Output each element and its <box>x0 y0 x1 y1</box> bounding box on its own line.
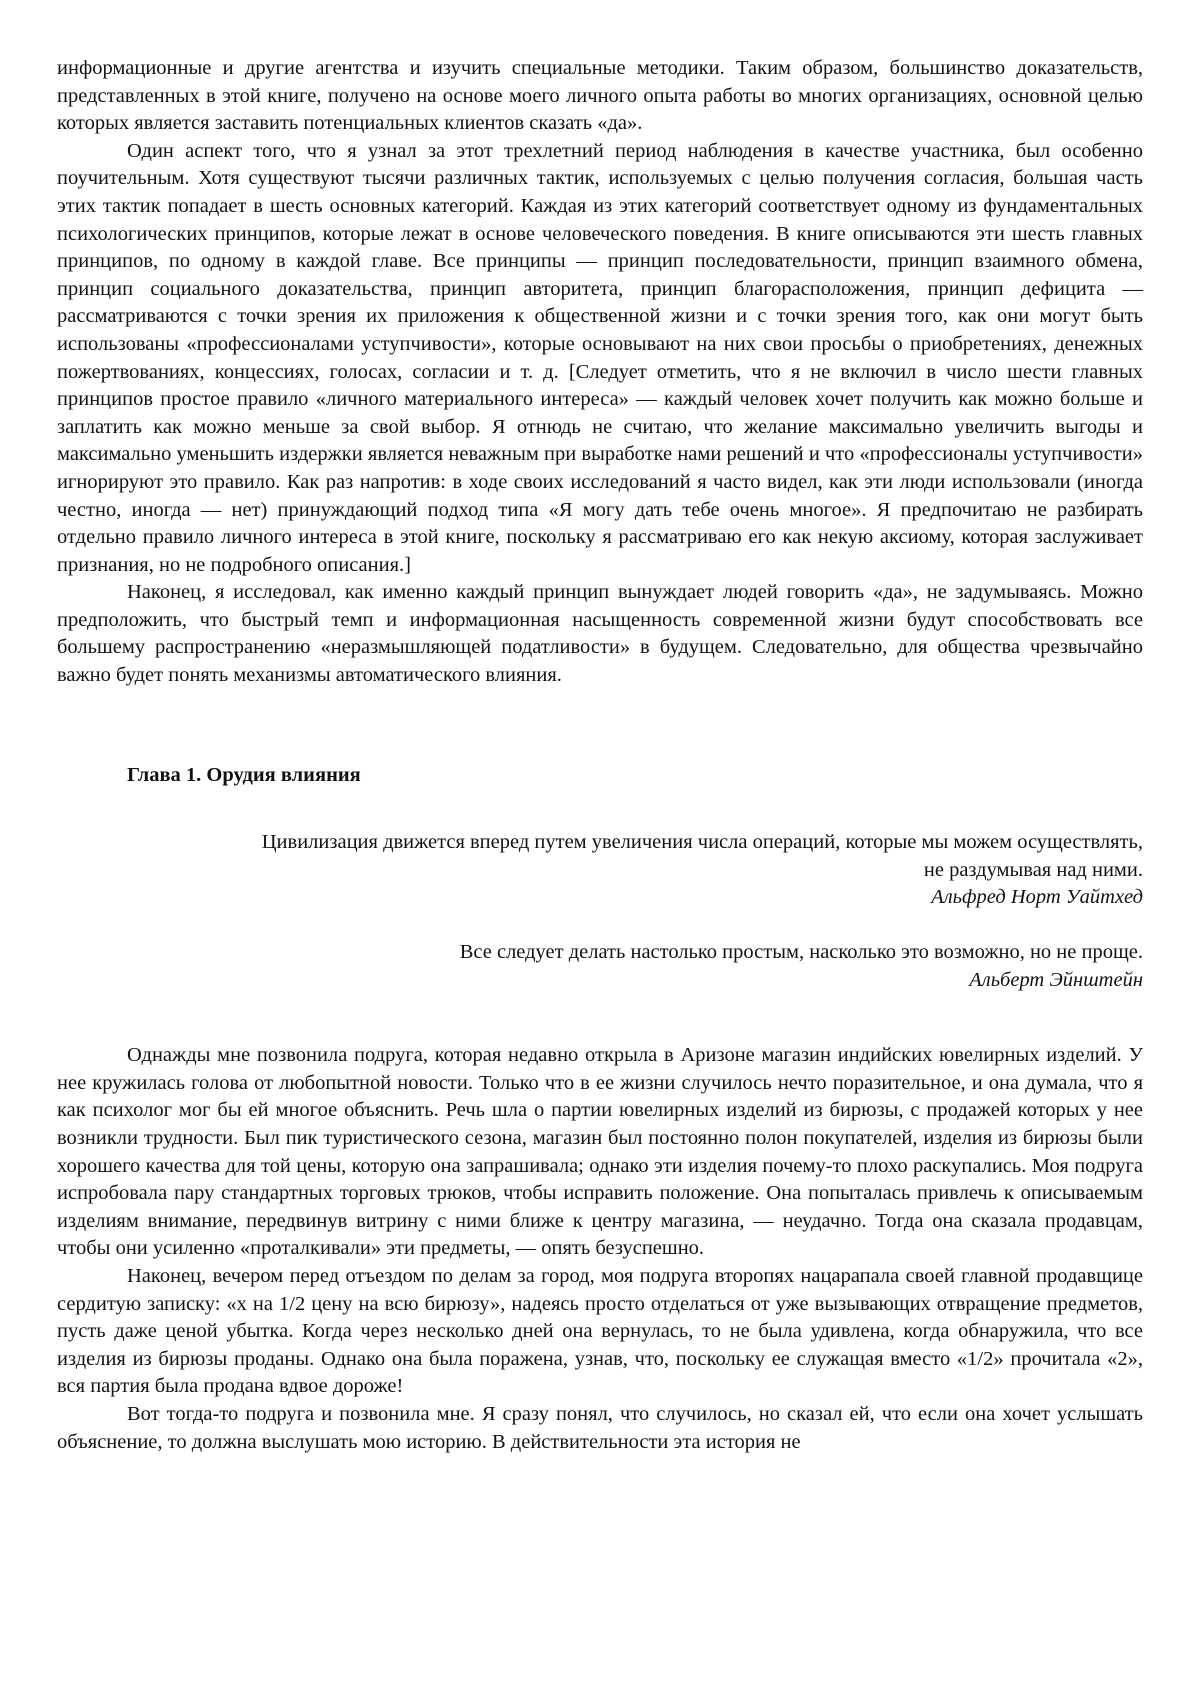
paragraph: информационные и другие агентства и изучить специальные методики. Таким образом, большинство доказательств, представленных в этой книге, получено на основе моего личного опыта работы во многих организациях, основной целью которых является заставить потенциальных клиентов сказать «да». <box>57 57 1143 135</box>
chapter-title: Глава 1. Орудия влияния <box>127 763 361 786</box>
paragraph: Наконец, я исследовал, как именно каждый принцип вынуждает людей говорить «да», не задумываясь. Можно предположить, что быстрый темп и информационная насыщенность современной жизни будут способствовать все большему распространению «неразмышляющей податливости» в будущем. Следовательно, для общества чрезвычайно важно будет понять механизмы автоматического влияния. <box>57 581 1143 687</box>
epigraph-text: Цивилизация движется вперед путем увеличения числа операций, которые мы можем осуществлять, не раздумывая над ними. <box>261 831 1143 881</box>
epigraph-text: Все следует делать настолько простым, насколько это возможно, но не проще. <box>459 941 1143 964</box>
epigraph <box>57 829 1143 912</box>
epigraph-author: Альфред Норт Уайтхед <box>931 886 1143 909</box>
paragraph: Один аспект того, что я узнал за этот трехлетний период наблюдения в качестве участника, был особенно поучительным. Хотя существуют тысячи различных тактик, используемых с целью получения согласия, большая часть этих тактик попадает в шесть основных категорий. Каждая из этих категорий соответствует одному из фундаментальных психологических принципов, которые лежат в основе человеческого поведения. В книге описываются эти шесть главных принципов, по одному в каждой главе. Все принципы — принцип последовательности, принцип взаимного обмена, принцип социального доказательства, принцип авторитета, принцип благорасположения, принцип дефицита — рассматриваются с точки зрения их приложения к общественной жизни и с точки зрения того, как они могут быть использованы «профессионалами уступчивости», которые основывают на них свои просьбы о приобретениях, денежных пожертвованиях, концессиях, голосах, согласии и т. д. [Следует отметить, что я не включил в число шести главных принципов простое правило «личного материального интереса» — каждый человек хочет получить как можно больше и заплатить как можно меньше за свой выбор. Я отнюдь не считаю, что желание максимально увеличить выгоды и максимально уменьшить издержки является неважным при выработке нами решений и что «профессионалы уступчивости» игнорируют это правило. Как раз напротив: в ходе своих исследований я часто видел, как эти люди использовали (иногда честно, иногда — нет) принуждающий подход типа «Я могу дать тебе очень многое». Я предпочитаю не разбирать отдельно правило личного интереса в этой книге, поскольку я рассматриваю его как некую аксиому, которая заслуживает признания, но не подробного описания.] <box>57 139 1143 576</box>
epigraph-author: Альберт Эйнштейн <box>969 968 1143 991</box>
paragraph: Вот тогда-то подруга и позвонила мне. Я сразу понял, что случилось, но сказал ей, что если она хочет услышать объяснение, то должна выслушать мою историю. В действительности эта история не <box>57 1402 1143 1453</box>
chapter-body <box>57 1042 1143 1456</box>
epigraph <box>57 939 1143 994</box>
paragraph: Наконец, вечером перед отъездом по делам за город, моя подруга второпях нацарапала своей главной продавщице сердитую записку: «x на 1/2 цену на всю бирюзу», надеясь просто отделаться от уже вызывающих отвращение предметов, пусть даже ценой убытка. Когда через несколько дней она вернулась, то не была удивлена, когда обнаружила, что все изделия из бирюзы проданы. Однако она была поражена, узнав, что, поскольку ее служащая вместо «1/2» прочитала «2», вся партия была продана вдвое дороже! <box>57 1264 1143 1398</box>
paragraph: Однажды мне позвонила подруга, которая недавно открыла в Аризоне магазин индийских ювелирных изделий. У нее кружилась голова от любопытной новости. Только что в ее жизни случилось нечто поразительное, и она думала, что я как психолог мог бы ей многое объяснить. Речь шла о партии ювелирных изделий из бирюзы, с продажей которых у нее возникли трудности. Был пик туристического сезона, магазин был постоянно полон покупателей, изделия из бирюзы были хорошего качества для той цены, которую она запрашивала; однако эти изделия почему-то плохо раскупались. Моя подруга испробовала пару стандартных торговых трюков, чтобы исправить положение. Она попыталась привлечь к описываемым изделиям внимание, передвинув витрину с ними ближе к центру магазина, — неудачно. Тогда она сказала продавцам, чтобы они усиленно «проталкивали» эти предметы, — опять безуспешно. <box>57 1044 1143 1260</box>
intro-section <box>57 55 1143 690</box>
document-page <box>57 55 1143 1456</box>
